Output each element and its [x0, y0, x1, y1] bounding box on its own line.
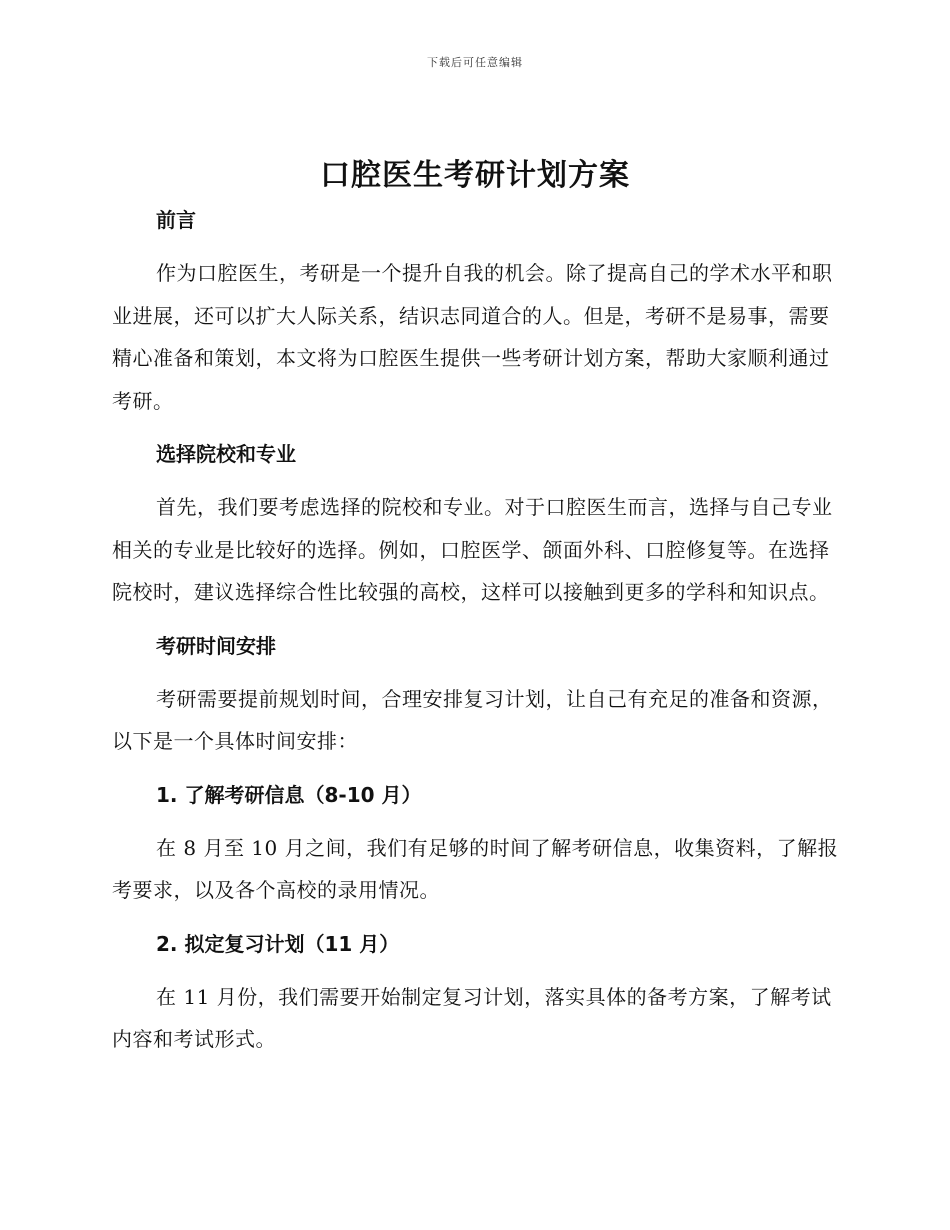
- section-heading: 2. 拟定复习计划（11 月）: [156, 931, 400, 956]
- header-note: 下载后可任意编辑: [427, 56, 523, 69]
- section-heading: 前言: [156, 208, 196, 232]
- section-step-2: [112, 924, 840, 1061]
- section-paragraph: 首先，我们要考虑选择的院校和专业。对于口腔医生而言，选择与自己专业相关的专业是比较好的选择。例如，口腔医学、颌面外科、口腔修复等。在选择院校时，建议选择综合性比较强的高校，这样可以接触到更多的学科和知识点。: [112, 495, 833, 604]
- section-paragraph: 在 8 月至 10 月之间，我们有足够的时间了解考研信息，收集资料，了解报考要求，以及各个高校的录用情况。: [112, 835, 839, 902]
- document-title: 口腔医生考研计划方案: [320, 158, 630, 193]
- section-paragraph: 在 11 月份，我们需要开始制定复习计划，落实具体的备考方案，了解考试内容和考试形式。: [112, 984, 832, 1051]
- document-body: [112, 200, 840, 1061]
- section-paragraph: 作为口腔医生，考研是一个提升自我的机会。除了提高自己的学术水平和职业进展，还可以扩大人际关系，结识志同道合的人。但是，考研不是易事，需要精心准备和策划，本文将为口腔医生提供一些考研计划方案，帮助大家顺利通过考研。: [112, 261, 833, 413]
- section-step-1: [112, 775, 840, 924]
- section-heading: 1. 了解考研信息（8-10 月）: [156, 782, 422, 807]
- section-heading: 选择院校和专业: [156, 442, 296, 466]
- section-heading: 考研时间安排: [156, 633, 276, 658]
- section-preface: [112, 200, 840, 434]
- section-paragraph: 考研需要提前规划时间，合理安排复习计划，让自己有充足的准备和资源，以下是一个具体时间安排：: [112, 686, 833, 753]
- section-schedule: [112, 626, 840, 775]
- section-choose-school: [112, 434, 840, 626]
